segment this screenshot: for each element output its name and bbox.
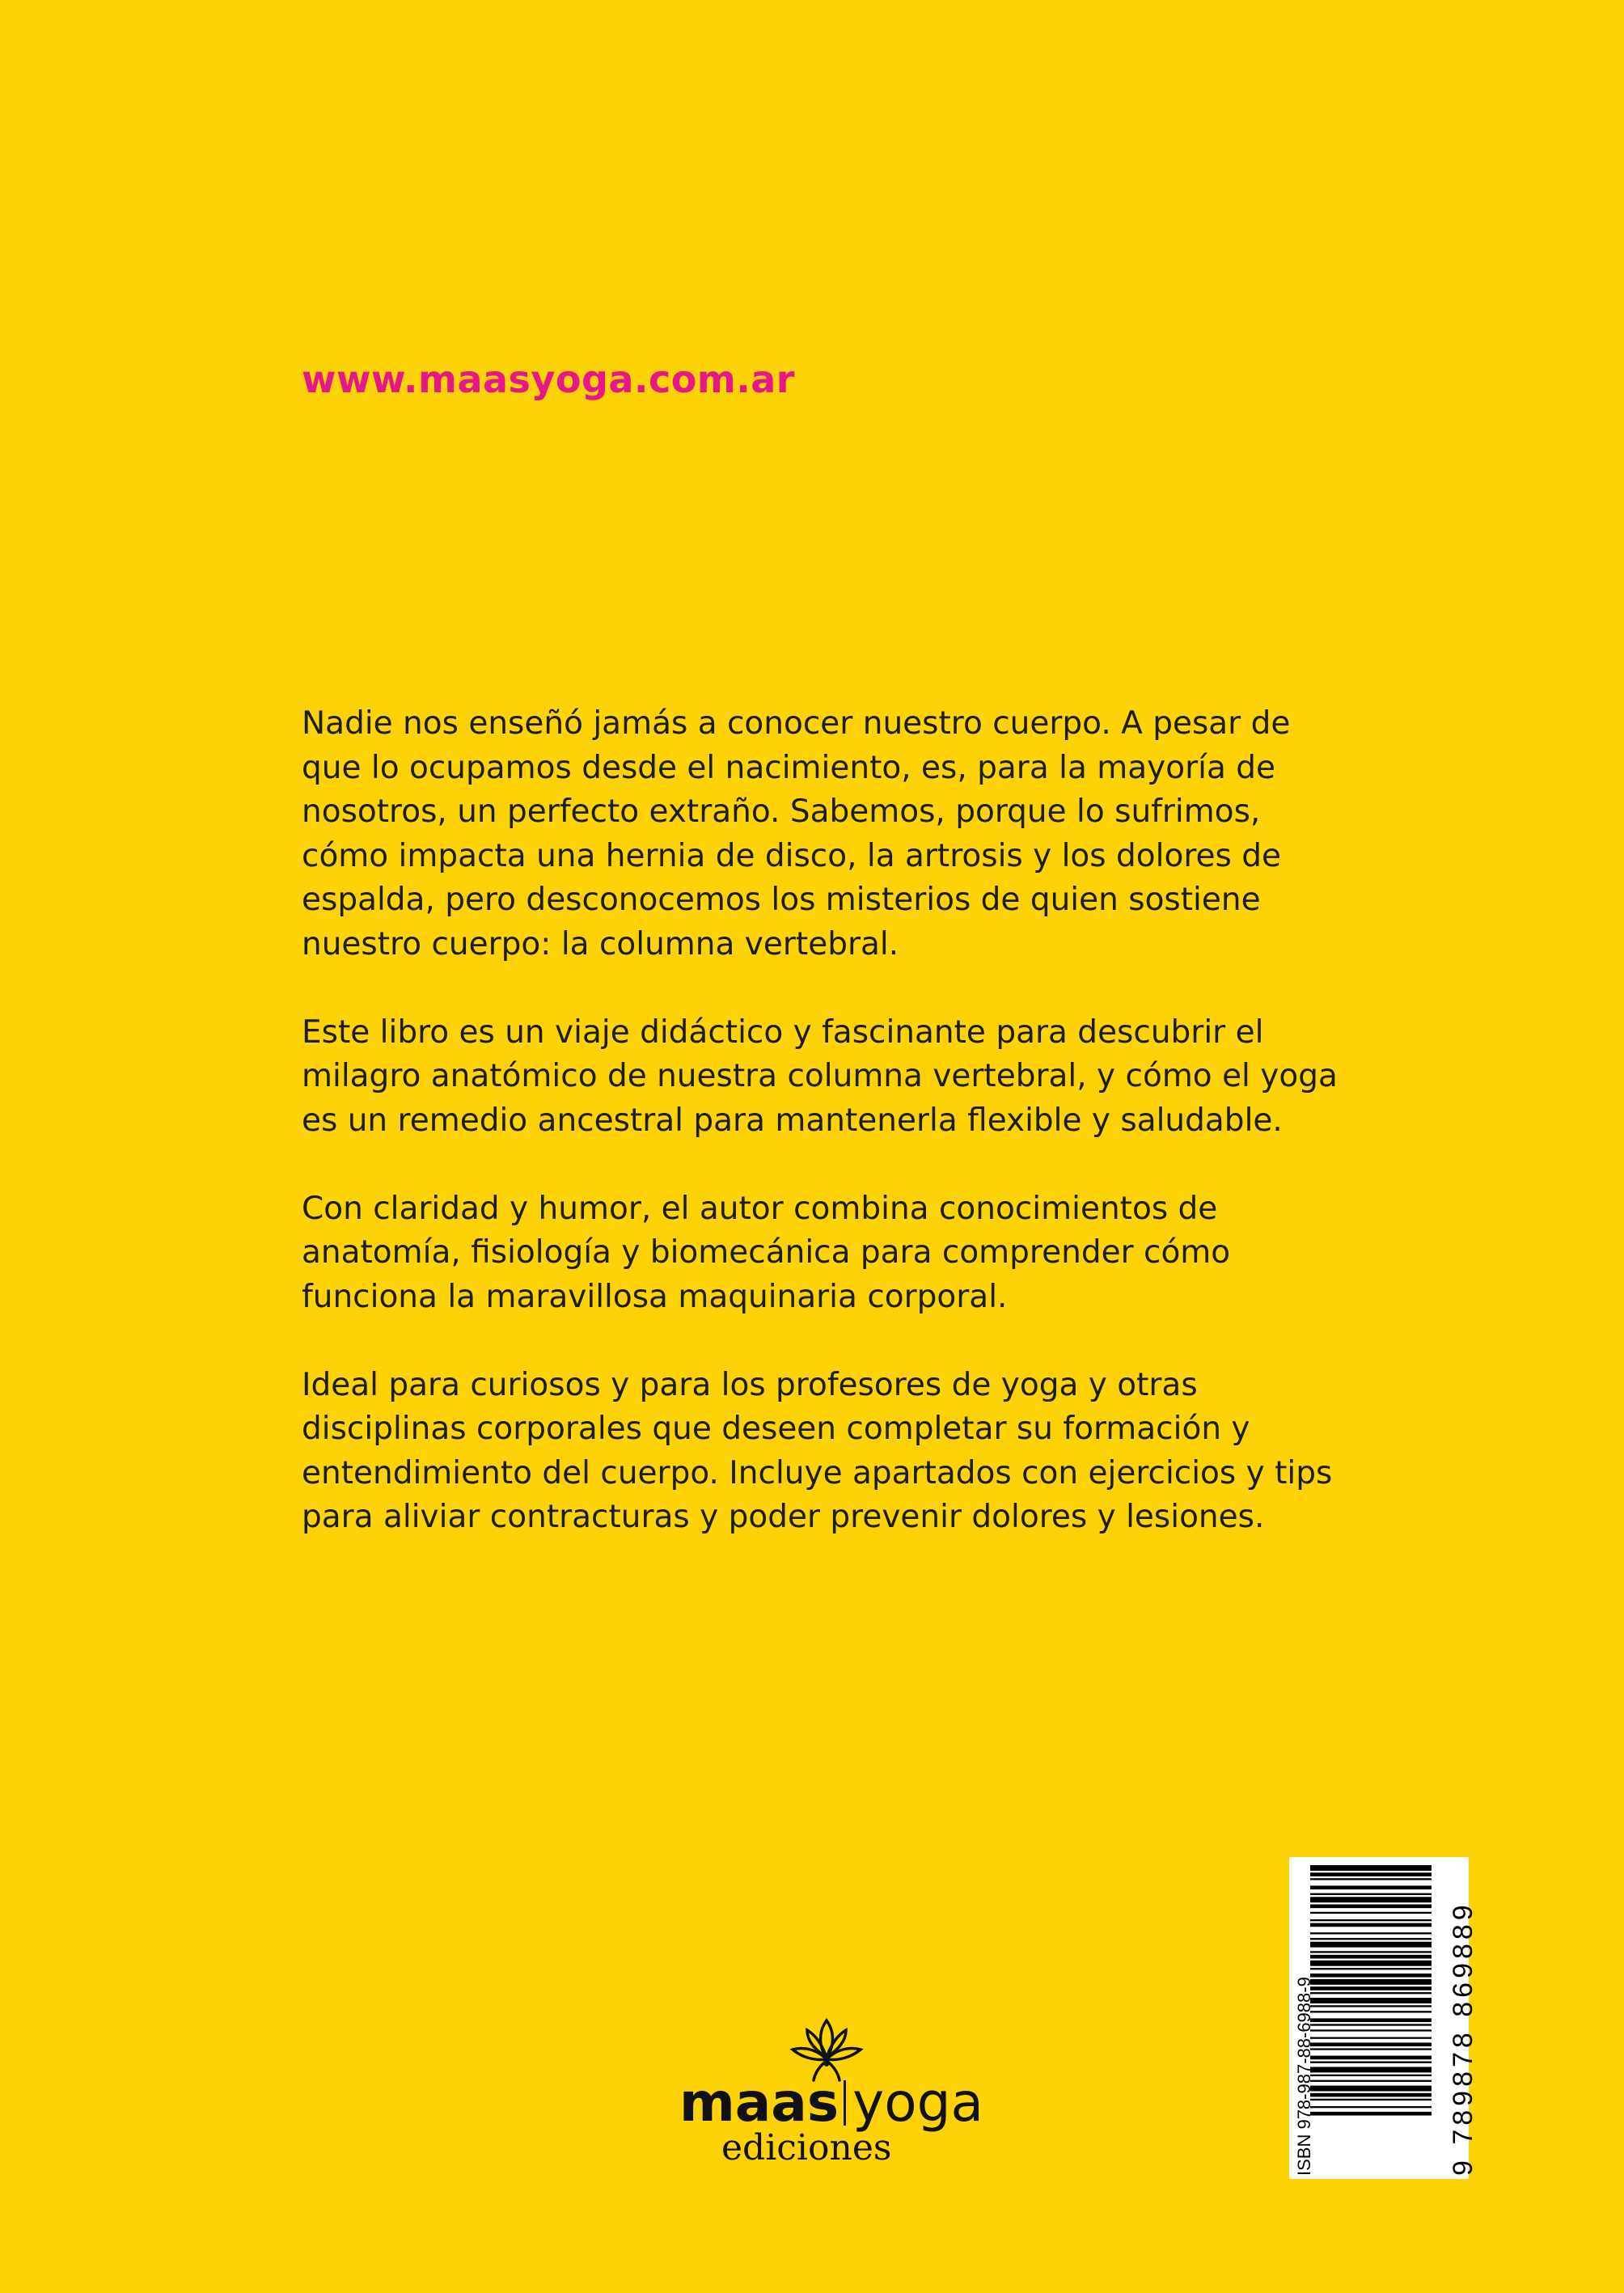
- website-url[interactable]: www.maasyoga.com.ar: [302, 357, 795, 401]
- ean-number: 9 789878 869889: [1448, 1901, 1478, 2176]
- blurb-paragraph-1: Nadie nos enseñó jamás a conocer nuestro cuerpo. A pesar de que lo ocupamos desde el nacimiento, es, para la mayoría de nosotros, un perfecto extraño. Sabemos, porque lo sufrimos, cómo impacta una hernia de disco, la artrosis y los dolores de espalda, pero desconocemos los misterios de quien sostiene nuestro cuerpo: la columna vertebral.: [302, 705, 1291, 962]
- barcode-bars: [1289, 1857, 1469, 2179]
- logo-word-maas: maas: [679, 2071, 839, 2134]
- blurb-paragraph-4: Ideal para curiosos y para los profesores de yoga y otras disciplinas corporales que deseen completar su formación y entendimiento del cuerpo. Incluye apartados con ejercicios y tips para aliviar contracturas y poder prevenir dolores y lesiones.: [302, 1366, 1333, 1535]
- isbn-number: ISBN 978-987-88-6988-9: [1294, 1977, 1314, 2176]
- publisher-logo: [671, 2014, 983, 2168]
- barcode: [1289, 1857, 1469, 2179]
- logo-subtitle: ediciones: [721, 2127, 892, 2168]
- blurb-paragraph-3: Con claridad y humor, el autor combina conocimientos de anatomía, fisiología y biomecánica para comprender cómo funciona la maravillosa maquinaria corporal.: [302, 1190, 1231, 1315]
- logo-separator: [844, 2080, 846, 2126]
- blurb-paragraph-2: Este libro es un viaje didáctico y fascinante para descubrir el milagro anatómico de nuestra columna vertebral, y cómo el yoga es un remedio ancestral para mantenerla flexible y saludable.: [302, 1013, 1338, 1139]
- logo-word-yoga: yoga: [852, 2071, 983, 2134]
- logo-wordmark: [679, 2071, 983, 2135]
- back-cover-blurb: [302, 702, 1353, 1584]
